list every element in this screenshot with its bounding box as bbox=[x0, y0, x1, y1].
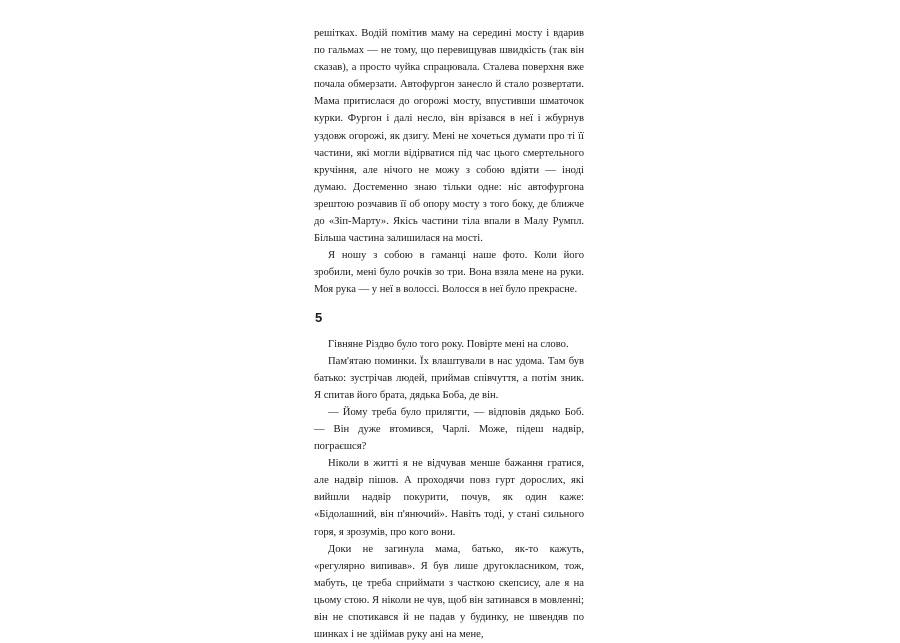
paragraph-outside: Ніколи в житті я не відчував менше бажання гратися, але надвір пішов. А проходячи повз гурт дорослих, які вийшли надвір покурити, почув, як один каже: «Бідолашний, він п'янючий». Навіть тоді, у стані сильного горя, я зрозумів, про кого вони. bbox=[314, 458, 584, 538]
text-column bbox=[314, 25, 584, 643]
paragraph-christmas: Гівняне Різдво було того року. Повірте мені на слово. bbox=[328, 338, 569, 350]
paragraph-photo: Я ношу з собою в гаманці наше фото. Коли його зробили, мені було рочків зо три. Вона взяла мене на руки. Моя рука — у неї в волоссі. Волосся в неї було прекрасне. bbox=[314, 250, 584, 296]
paragraph-continued: решітках. Водій помітив маму на середині мосту і вдарив по гальмах — не тому, що перевищував швидкість (так він сказав), а просто чуйка спрацювала. Сталева поверхня вже почала обмерзати. Автофургон занесло й стало розвертати. Мама притислася до огорожі мосту, впустивши шматочок курки. Фургон і далі несло, він врізався в неї і жбурнув уздовж огорожі, як дзигу. Мені не хочеться думати про ті її частини, які могли відірватися під час цього смертельного кручіння, але нічого не можу з собою вдіяти — іноді думаю. Достеменно знаю тільки одне: ніс автофургона зрештою розчавив її об опору мосту з того боку, де ближче до «Зіп-Марту». Якісь частини тіла впали в Малу Румпл. Більша частина залишилася на мості. bbox=[314, 28, 584, 245]
paragraph-drinking: Доки не загинула мама, батько, як-то кажуть, «регулярно випивав». Я був лише другокласником, тож, мабуть, це треба сприймати з часткою скепсису, але я на цьому стою. Я ніколи не чув, щоб він затинався в мовленні; він не спотикався й не падав у будинку, не швендяв по шинках і не здіймав руку ані на мене, bbox=[314, 543, 584, 641]
paragraph-dialogue: — Йому треба було прилягти, — відповів дядько Боб. — Він дуже втомився, Чарлі. Може, підеш надвір, пограєшся? bbox=[314, 406, 584, 453]
paragraph-wake: Пам'ятаю поминки. Їх влаштували в нас удома. Там був батько: зустрічав людей, приймав співчуття, а потім зник. Я спитав його брата, дядька Боба, де він. bbox=[314, 355, 584, 401]
chapter-number: 5 bbox=[315, 309, 323, 325]
